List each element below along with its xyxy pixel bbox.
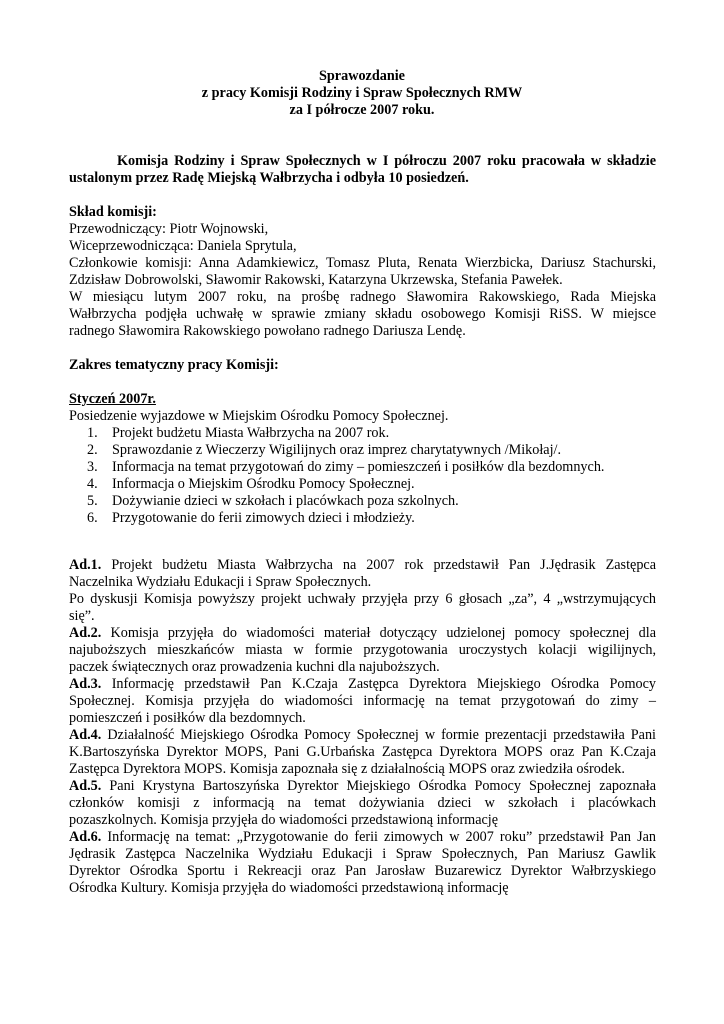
ad5-text-1: Pani Krystyna Bartoszyńska Dyrektor Miejskiego Ośrodka Pomocy Społecznej zapoznała	[109, 778, 656, 794]
ad2-label: Ad.2.	[69, 625, 102, 641]
styczen-subtitle: Posiedzenie wyjazdowe w Miejskim Ośrodku Pomocy Społecznej.	[69, 408, 449, 424]
ad4-label: Ad.4.	[69, 727, 102, 743]
zakres-section	[69, 357, 656, 374]
ad2-line-2: najuboższych mieszkańców miasta w formie przygotowania uroczystych kolacji wigilijnych,	[69, 642, 656, 658]
agenda-text: Informacja na temat przygotowań do zimy – pomieszczeń i posiłków dla bezdomnych.	[112, 459, 605, 475]
sklad-members-line-2: Zdzisław Dobrowolski, Sławomir Rakowski, Katarzyna Ukrzewska, Stefania Pawełek.	[69, 272, 563, 288]
agenda-item	[69, 476, 656, 493]
styczen-heading: Styczeń 2007r.	[69, 391, 156, 407]
ad4-text-1: Działalność Miejskiego Ośrodka Pomocy Społecznej w formie prezentacji przedstawiła Pani	[107, 727, 656, 743]
ad2-line-3: paczek świątecznych oraz prowadzenia kuchni dla najuboższych.	[69, 659, 440, 675]
ad3-line-1	[69, 676, 656, 693]
ad-section	[69, 557, 656, 897]
agenda-item	[69, 425, 656, 442]
agenda-num: 3.	[87, 459, 98, 475]
agenda-num: 1.	[87, 425, 98, 441]
sklad-change-line-3: radnego Sławomira Rakowskiego powołano radnego Dariusza Lendę.	[69, 323, 466, 339]
ad6-label: Ad.6.	[69, 829, 102, 845]
agenda-num: 5.	[87, 493, 98, 509]
ad2-text-1: Komisja przyjęła do wiadomości materiał dotyczący udzielonej pomocy społecznej dla	[110, 625, 656, 641]
agenda-text: Przygotowanie do ferii zimowych dzieci i młodzieży.	[112, 510, 415, 526]
sklad-section	[69, 204, 656, 340]
ad3-label: Ad.3.	[69, 676, 102, 692]
styczen-agenda-list	[69, 425, 656, 527]
title-line-1: Sprawozdanie	[319, 68, 405, 84]
sklad-change-line-1: W miesiącu lutym 2007 roku, na prośbę radnego Sławomira Rakowskiego, Rada Miejska	[69, 289, 656, 305]
ad2-line-1	[69, 625, 656, 642]
ad3-line-2: Społecznej. Komisja przyjęła do wiadomości informację na temat przygotowań do zimy –	[69, 693, 656, 709]
agenda-text: Sprawozdanie z Wieczerzy Wigilijnych oraz imprez charytatywnych /Mikołaj/.	[112, 442, 562, 458]
agenda-item	[69, 459, 656, 476]
intro-paragraph	[69, 153, 656, 187]
agenda-num: 2.	[87, 442, 98, 458]
ad1-line-2: Naczelnika Wydziału Edukacji i Spraw Społecznych.	[69, 574, 372, 590]
ad6-line-1	[69, 829, 656, 846]
ad3-line-3: pomieszczeń i posiłków dla bezdomnych.	[69, 710, 306, 726]
ad1-label: Ad.1.	[69, 557, 102, 573]
ad4-line-2: K.Bartoszyńska Dyrektor MOPS, Pani G.Urbańska Zastępca Dyrektora MOPS oraz Pan K.Czaja	[69, 744, 656, 760]
agenda-item	[69, 510, 656, 527]
ad4-line-3: Zastępca Dyrektora MOPS. Komisja zapoznała się z działalnością MOPS oraz zwiedziła ośrodek.	[69, 761, 625, 777]
ad1-line-4: się”.	[69, 608, 95, 624]
agenda-item	[69, 442, 656, 459]
agenda-item	[69, 493, 656, 510]
ad4-line-1	[69, 727, 656, 744]
sklad-heading: Skład komisji:	[69, 204, 157, 220]
ad6-line-3: Dyrektor Ośrodka Sportu i Rekreacji oraz Pan Jarosław Buzarewicz Dyrektor Wałbrzyskiego	[69, 863, 656, 879]
intro-line-1: Komisja Rodziny i Spraw Społecznych w I półroczu 2007 roku pracowała w składzie	[117, 153, 656, 169]
agenda-text: Projekt budżetu Miasta Wałbrzycha na 2007 rok.	[112, 425, 390, 441]
ad1-text-1: Projekt budżetu Miasta Wałbrzycha na 2007 rok przedstawił Pan J.Jędrasik Zastępca	[111, 557, 657, 573]
ad6-text-1: Informację na temat: „Przygotowanie do ferii zimowych w 2007 roku” przedstawił Pan Jan	[107, 829, 657, 845]
sklad-vice: Wiceprzewodnicząca: Daniela Sprytula,	[69, 238, 297, 254]
ad3-text-1: Informację przedstawił Pan K.Czaja Zastępca Dyrektora Miejskiego Ośrodka Pomocy	[111, 676, 656, 692]
ad5-line-2: członków komisji z informacją na temat dożywiania dzieci w szkołach i placówkach	[69, 795, 656, 811]
agenda-num: 6.	[87, 510, 98, 526]
ad6-line-4: Ośrodka Kultury. Komisja przyjęła do wiadomości przedstawioną informację	[69, 880, 509, 896]
sklad-chair: Przewodniczący: Piotr Wojnowski,	[69, 221, 269, 237]
ad5-line-3: pozaszkolnych. Komisja przyjęła do wiadomości przedstawioną informację	[69, 812, 499, 828]
ad1-line-3: Po dyskusji Komisja powyższy projekt uchwały przyjęła przy 6 głosach „za”, 4 „wstrzymujących	[69, 591, 656, 607]
agenda-text: Informacja o Miejskim Ośrodku Pomocy Społecznej.	[112, 476, 415, 492]
zakres-heading: Zakres tematyczny pracy Komisji:	[69, 357, 279, 373]
sklad-change-line-2: Wałbrzycha podjęła uchwałę w sprawie zmiany składu osobowego Komisji RiSS. W miejsce	[69, 306, 656, 322]
ad5-label: Ad.5.	[69, 778, 102, 794]
ad1-line-1	[69, 557, 656, 574]
intro-line-2: ustalonym przez Radę Miejską Wałbrzycha i odbyła 10 posiedzeń.	[69, 170, 469, 186]
agenda-text: Dożywianie dzieci w szkołach i placówkach poza szkolnych.	[112, 493, 459, 509]
document-title	[0, 68, 724, 119]
sklad-members-line-1: Członkowie komisji: Anna Adamkiewicz, Tomasz Pluta, Renata Wierzbicka, Dariusz Stachurski,	[69, 255, 656, 271]
ad5-line-1	[69, 778, 656, 795]
styczen-section	[69, 391, 656, 527]
agenda-num: 4.	[87, 476, 98, 492]
title-line-3: za I półrocze 2007 roku.	[289, 102, 435, 118]
title-line-2: z pracy Komisji Rodziny i Spraw Społecznych RMW	[201, 85, 523, 101]
ad6-line-2: Jędrasik Zastępca Naczelnika Wydziału Edukacji i Spraw Społecznych, Pan Mariusz Gawlik	[69, 846, 656, 862]
